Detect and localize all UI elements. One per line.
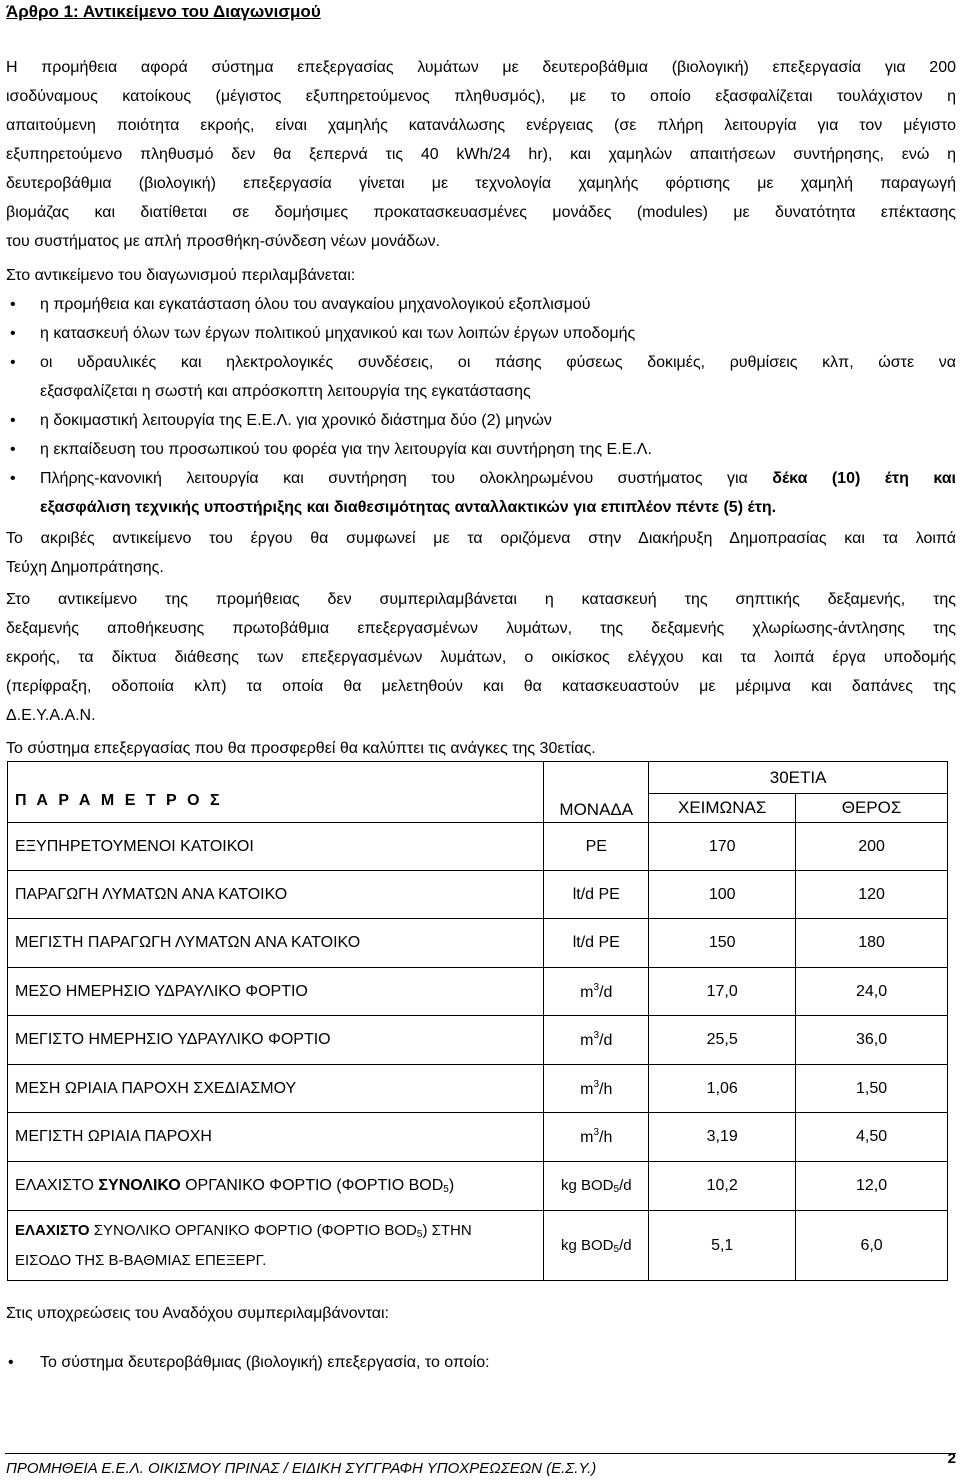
summer-cell: 200 bbox=[796, 823, 948, 871]
summer-cell: 24,0 bbox=[796, 968, 948, 1016]
system-needs-paragraph: Το σύστημα επεξεργασίας που θα προσφερθεί θα καλύπτει τις ανάγκες της 30ετίας. bbox=[6, 740, 596, 757]
summer-cell: 1,50 bbox=[796, 1065, 948, 1113]
text-line: απαιτούμενη ποιότητα εκροής, είναι χαμηλής κατανάλωσης ενέργειας (σε πλήρη λειτουργία για τον μέγιστο bbox=[6, 117, 956, 134]
parameters-table bbox=[7, 761, 948, 1281]
unit-base: m bbox=[580, 983, 594, 1001]
list-item: • η εκπαίδευση του προσωπικού του φορέα για την λειτουργία και συντήρηση της Ε.Ε.Λ. bbox=[0, 435, 956, 464]
unit-base: kg BOD bbox=[560, 1177, 614, 1194]
unit-cell: lt/d PE bbox=[544, 871, 649, 919]
text-line bbox=[40, 464, 956, 493]
summer-cell: 12,0 bbox=[796, 1162, 948, 1211]
text-segment: ) bbox=[448, 1177, 455, 1194]
param-cell: ΜΕΓΙΣΤΟ ΗΜΕΡΗΣΙΟ ΥΔΡΑΥΛΙΚΟ ΦΟΡΤΙΟ bbox=[8, 1016, 544, 1065]
winter-cell: 10,2 bbox=[649, 1162, 796, 1211]
unit-cell bbox=[544, 1211, 649, 1281]
table-row bbox=[8, 968, 948, 1016]
winter-cell: 1,06 bbox=[649, 1065, 796, 1113]
table-row bbox=[8, 1016, 948, 1065]
footer-divider bbox=[5, 1453, 956, 1454]
winter-cell: 25,5 bbox=[649, 1016, 796, 1065]
unit-base: m bbox=[580, 1129, 594, 1146]
text-segment: Πλήρης-κανονική λειτουργία και συντήρηση του ολοκληρωμένου συστήματος για bbox=[40, 470, 773, 487]
unit-cell: PE bbox=[544, 823, 649, 871]
text-line: του συστήματος με απλή προσθήκη-σύνδεση νέων μονάδων. bbox=[6, 233, 441, 250]
header-winter: ΧΕΙΜΩΝΑΣ bbox=[649, 794, 796, 823]
table-row bbox=[8, 1065, 948, 1113]
param-cell bbox=[8, 1211, 544, 1281]
unit-tail: /h bbox=[599, 1129, 613, 1146]
text-line: Το ακριβές αντικείμενο του έργου θα συμφωνεί με τα οριζόμενα στην Διακήρυξη Δημοπρασίας και τα λοιπά bbox=[6, 530, 956, 547]
unit-tail: /d bbox=[619, 1236, 632, 1254]
intro-paragraph bbox=[6, 53, 956, 256]
unit-superscript: 3 bbox=[593, 1078, 600, 1090]
param-cell: ΜΕΓΙΣΤΗ ΠΑΡΑΓΩΓΗ ΛΥΜΑΤΩΝ ΑΝΑ ΚΑΤΟΙΚΟ bbox=[8, 919, 544, 968]
text-segment: ΕΙΣΟΔΟ ΤΗΣ Β-ΒΑΘΜΙΑΣ ΕΠΕΞΕΡΓ. bbox=[15, 1251, 267, 1269]
list-item bbox=[0, 464, 956, 522]
text-segment: ΟΡΓΑΝΙΚΟ ΦΟΡΤΙΟ (ΦΟΡΤΙΟ BOD bbox=[180, 1177, 444, 1194]
unit-subscript: 5 bbox=[613, 1184, 620, 1195]
page-number: 2 bbox=[947, 1450, 956, 1467]
text-line bbox=[40, 493, 956, 522]
unit-cell bbox=[544, 1016, 649, 1065]
subscript: 5 bbox=[416, 1228, 423, 1240]
bold-text: εξασφάλιση τεχνικής υποστήριξης και διαθεσιμότητας ανταλλακτικών για επιπλέον πέντε (5) έτη. bbox=[40, 499, 777, 516]
header-30-year: 30ΕΤΙΑ bbox=[649, 762, 948, 794]
text-segment: ΣΥΝΟΛΙΚΟ ΟΡΓΑΝΙΚΟ ΦΟΡΤΙΟ (ΦΟΡΤΙΟ BOD bbox=[89, 1221, 417, 1239]
bold-text: ΕΛΑΧΙΣΤΟ bbox=[15, 1221, 90, 1239]
text-segment: ΕΛΑΧΙΣΤΟ bbox=[15, 1177, 99, 1194]
unit-base: m bbox=[580, 1032, 594, 1049]
summer-cell: 4,50 bbox=[796, 1113, 948, 1162]
unit-tail: /d bbox=[599, 983, 613, 1001]
scope-paragraph bbox=[6, 524, 956, 582]
param-cell: ΜΕΓΙΣΤΗ ΩΡΙΑΙΑ ΠΑΡΟΧΗ bbox=[8, 1113, 544, 1162]
obligations-intro: Στις υποχρεώσεις του Αναδόχου συμπεριλαμβάνονται: bbox=[6, 1305, 389, 1322]
page-footer: ΠΡΟΜΗΘΕΙΑ Ε.Ε.Λ. ΟΙΚΙΣΜΟΥ ΠΡΙΝΑΣ / ΕΙΔΙΚΗ ΣΥΓΓΡΑΦΗ ΥΠΟΧΡΕΩΣΕΩΝ (Ε.Σ.Υ.) bbox=[6, 1460, 597, 1477]
param-cell: ΕΞΥΠΗΡΕΤΟΥΜΕΝΟΙ ΚΑΤΟΙΚΟΙ bbox=[8, 823, 544, 871]
winter-cell: 3,19 bbox=[649, 1113, 796, 1162]
bold-text: ΣΥΝΟΛΙΚΟ bbox=[98, 1177, 181, 1194]
text-segment: ) ΣΤΗΝ bbox=[422, 1221, 472, 1239]
unit-cell bbox=[544, 1162, 649, 1211]
summer-cell: 180 bbox=[796, 919, 948, 968]
scope-list bbox=[0, 290, 956, 522]
bullet-icon: • bbox=[8, 1354, 14, 1371]
table-header-row bbox=[8, 762, 948, 794]
list-item bbox=[0, 348, 956, 406]
winter-cell: 17,0 bbox=[649, 968, 796, 1016]
param-cell: ΠΑΡΑΓΩΓΗ ΛΥΜΑΤΩΝ ΑΝΑ ΚΑΤΟΙΚΟ bbox=[8, 871, 544, 919]
header-parameter: Π Α Ρ Α Μ Ε Τ Ρ Ο Σ bbox=[8, 762, 544, 823]
text-line: δεξαμενής αποθήκευσης πρωτοβάθμια επεξεργασμένων λυμάτων, της δεξαμενής χλωρίωσης-άντλησης της bbox=[6, 620, 956, 637]
subscript: 5 bbox=[443, 1184, 449, 1195]
table-row bbox=[8, 1113, 948, 1162]
text-line: Δ.Ε.Υ.Α.Α.Ν. bbox=[6, 707, 96, 724]
scope-intro: Στο αντικείμενο του διαγωνισμού περιλαμβάνεται: bbox=[6, 267, 356, 284]
winter-cell: 5,1 bbox=[649, 1211, 796, 1281]
text-line: Στο αντικείμενο της προμήθειας δεν συμπεριλαμβάνεται η κατασκευή της σηπτικής δεξαμενής, της bbox=[6, 591, 956, 608]
text-line: εξασφαλίζεται η σωστή και απρόσκοπτη λειτουργία της εγκατάστασης bbox=[40, 383, 531, 400]
unit-cell: lt/d PE bbox=[544, 919, 649, 968]
param-cell: ΜΕΣΗ ΩΡΙΑΙΑ ΠΑΡΟΧΗ ΣΧΕΔΙΑΣΜΟΥ bbox=[8, 1065, 544, 1113]
winter-cell: 150 bbox=[649, 919, 796, 968]
table-row bbox=[8, 871, 948, 919]
article-title: Άρθρο 1: Αντικείμενο του Διαγωνισμού bbox=[6, 2, 321, 21]
unit-tail: /d bbox=[599, 1032, 613, 1049]
unit-base: m bbox=[580, 1080, 594, 1098]
text-line: ισοδύναμους κατοίκους (μέγιστος εξυπηρετούμενος πληθυσμός), με το οποίο εξασφαλίζεται τουλάχιστον η bbox=[6, 88, 956, 105]
list-item-text: Το σύστημα δευτεροβάθμιας (βιολογική) επεξεργασία, το οποίο: bbox=[40, 1354, 490, 1371]
unit-tail: /h bbox=[599, 1080, 613, 1098]
unit-cell bbox=[544, 968, 649, 1016]
header-unit: ΜΟΝΑΔΑ bbox=[544, 762, 649, 823]
table-row bbox=[8, 1162, 948, 1211]
exclusions-paragraph bbox=[6, 585, 956, 730]
table-row bbox=[8, 919, 948, 968]
text-line: (περίφραξη, οδοποιία κλπ) τα οποία θα μελετηθούν και θα κατασκευαστούν με μέριμνα και δαπάνες της bbox=[6, 678, 956, 695]
text-line: • οι υδραυλικές και ηλεκτρολογικές συνδέσεις, οι πάσης φύσεως δοκιμές, ρυθμίσεις κλπ, ώστε να bbox=[40, 354, 956, 371]
list-item: • η κατασκευή όλων των έργων πολιτικού μηχανικού και των λοιπών έργων υποδομής bbox=[0, 319, 956, 348]
param-cell: ΜΕΣΟ ΗΜΕΡΗΣΙΟ ΥΔΡΑΥΛΙΚΟ ΦΟΡΤΙΟ bbox=[8, 968, 544, 1016]
winter-cell: 170 bbox=[649, 823, 796, 871]
header-summer: ΘΕΡΟΣ bbox=[796, 794, 948, 823]
unit-superscript: 3 bbox=[593, 1030, 600, 1041]
text-line: βιομάζας και διατίθεται σε δομήσιμες προκατασκευασμένες μονάδες (modules) με δυνατότητα επέκτασης bbox=[6, 204, 956, 221]
summer-cell: 6,0 bbox=[796, 1211, 948, 1281]
text-line: Τεύχη Δημοπράτησης. bbox=[6, 559, 164, 576]
text-line: δευτεροβάθμια (βιολογική) επεξεργασία γίνεται με τεχνολογία χαμηλής φόρτισης με χαμηλή παραγωγή bbox=[6, 175, 956, 192]
param-cell bbox=[8, 1162, 544, 1211]
unit-tail: /d bbox=[619, 1177, 632, 1194]
list-item: • η δοκιμαστική λειτουργία της Ε.Ε.Λ. για χρονικό διάστημα δύο (2) μηνών bbox=[0, 406, 956, 435]
summer-cell: 120 bbox=[796, 871, 948, 919]
text-line: εξυπηρετούμενο πληθυσμό δεν θα ξεπερνά τις 40 kWh/24 hr), και χαμηλών απαιτήσεων συντήρησης, ενώ η bbox=[6, 146, 956, 163]
text-line: εκροής, τα δίκτυα διάθεσης των επεξεργασμένων λυμάτων, ο οικίσκος ελέγχου και τα λοιπά έργα υποδομής bbox=[6, 649, 956, 666]
unit-subscript: 5 bbox=[613, 1243, 620, 1255]
unit-superscript: 3 bbox=[593, 981, 600, 993]
table-row bbox=[8, 823, 948, 871]
table-row bbox=[8, 1211, 948, 1281]
winter-cell: 100 bbox=[649, 871, 796, 919]
unit-superscript: 3 bbox=[593, 1127, 600, 1138]
text-line: Η προμήθεια αφορά σύστημα επεξεργασίας λυμάτων με δευτεροβάθμια (βιολογική) επεξεργασία για 200 bbox=[6, 59, 956, 76]
unit-cell bbox=[544, 1065, 649, 1113]
unit-base: kg BOD bbox=[560, 1236, 614, 1254]
bold-text: δέκα (10) έτη και bbox=[772, 470, 957, 487]
summer-cell: 36,0 bbox=[796, 1016, 948, 1065]
unit-cell bbox=[544, 1113, 649, 1162]
list-item: • η προμήθεια και εγκατάσταση όλου του αναγκαίου μηχανολογικού εξοπλισμού bbox=[0, 290, 956, 319]
